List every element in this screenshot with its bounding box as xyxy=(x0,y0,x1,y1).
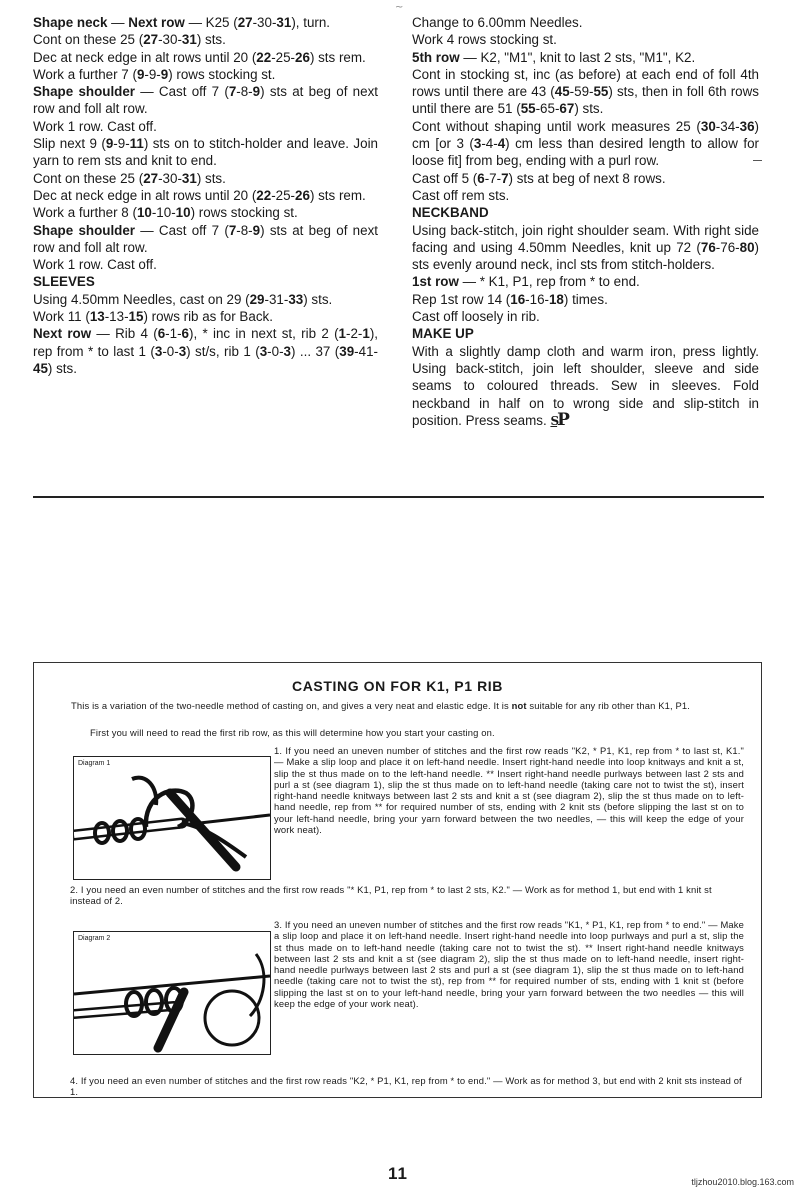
left-column-paragraph xyxy=(33,83,378,118)
text-run: ) rows stocking st. xyxy=(168,66,276,82)
pattern-column-left xyxy=(33,14,378,377)
emphasis-run: 6 xyxy=(181,326,189,342)
text-run: — Cast off 7 ( xyxy=(135,222,229,238)
emphasis-run: 22 xyxy=(256,49,272,65)
text-run: -34- xyxy=(715,118,740,134)
text-run: -8- xyxy=(236,84,253,100)
emphasis-run: 80 xyxy=(739,239,755,255)
emphasis-run: 7 xyxy=(228,84,237,100)
text-run: Work 1 row. Cast off. xyxy=(33,257,157,273)
text-run: ) st/s, rib 1 ( xyxy=(186,343,260,359)
method-3-text: 3. If you need an uneven number of stitches and the first row reads "K1, * P1, K1, rep from * to end." — Make a slip loop and place it on left-hand needle. Insert right-hand needle into loop purlways and purl a st, slip the st thus made on to left-hand needle (taking care not to twist the st). ** Insert right-hand needle knitways between last 2 sts and knit a st (see diagram 2), slip the st thus made on to left-hand needle, insert right-hand needle purlways between last 2 sts and purl a st (see diagram 1), slip the st thus made on to left-hand needle (taking care not to twist the st), rep from ** for required number of sts, ending with 1 knit st (before slipping the last st on to your left-hand needle, bring your yarn forward between the two needles — this will keep the edge of your work neat). xyxy=(274,919,744,1010)
text-run: ) sts rem. xyxy=(309,49,366,65)
text-run: Work a further 7 ( xyxy=(33,66,137,82)
emphasis-run: 6 xyxy=(477,170,485,186)
emphasis-run: 1 xyxy=(362,326,370,342)
emphasis-run: 1st row xyxy=(412,274,459,290)
text-run: Change to 6.00mm Needles. xyxy=(412,15,583,30)
emphasis-run: 3 xyxy=(259,343,268,359)
text-run: — K25 ( xyxy=(184,15,238,30)
emphasis-run: 11 xyxy=(129,136,144,152)
text-run: Dec at neck edge in alt rows until 20 ( xyxy=(33,187,257,203)
emphasis-run: 1 xyxy=(338,326,346,342)
text-run: Work 1 row. Cast off. xyxy=(33,118,157,134)
text-run: -0- xyxy=(267,343,284,359)
text-run: MAKE UP xyxy=(412,326,474,342)
emphasis-run: Shape shoulder xyxy=(33,222,135,238)
emphasis-run: 16 xyxy=(510,291,526,307)
text-run: Using back-stitch, join right shoulder seam. With right side facing and using 4.50mm Needles, knit up 72 ( xyxy=(412,222,759,255)
emphasis-run: Shape shoulder xyxy=(33,84,135,100)
text-run: ) cm less than desired length to allow for loose fit] from beg, ending with a purl row. xyxy=(412,136,759,169)
emphasis-run: 3 xyxy=(178,343,187,359)
text-run: -65- xyxy=(535,101,560,117)
emphasis-run: 9 xyxy=(252,222,261,238)
text-run: ) sts evenly around neck, incl sts from stitch-holders. xyxy=(412,239,759,273)
section-divider xyxy=(33,496,764,498)
text-run: Cont on these 25 ( xyxy=(33,32,144,48)
text-run: -16- xyxy=(525,291,549,307)
text-run: -1- xyxy=(165,326,182,342)
emphasis-run: 39 xyxy=(339,343,355,359)
publisher-logo xyxy=(550,409,568,430)
text-run: Using 4.50mm Needles, cast on 29 ( xyxy=(33,291,250,307)
text-run: ) cm [or 3 ( xyxy=(412,118,759,152)
text-run: -8- xyxy=(236,222,253,238)
text-run: Slip next 9 ( xyxy=(33,136,106,152)
left-column-paragraph xyxy=(33,204,378,221)
emphasis-run: 45 xyxy=(554,84,570,100)
left-column-paragraph xyxy=(33,14,378,31)
text-run: ) ... 37 ( xyxy=(290,343,340,359)
left-column-paragraph xyxy=(33,31,378,48)
text-run: Cont on these 25 ( xyxy=(33,170,144,186)
right-column-paragraph xyxy=(412,66,759,118)
text-run: With a slightly damp cloth and warm iron, press lightly. Using back-stitch, join left shoulder, sleeve and side seams to coloured threads. Sew in sleeves. Fold neckband in half on to wrong side and slip-stitch in position. Press seams. xyxy=(412,343,759,428)
text-run: ), rep from * to last 1 ( xyxy=(33,326,378,359)
emphasis-run: 9 xyxy=(252,84,261,100)
left-column-paragraph xyxy=(33,49,378,66)
text-run: -41- xyxy=(354,343,378,359)
emphasis-run: 36 xyxy=(739,118,755,134)
emphasis-run: 55 xyxy=(593,84,609,100)
left-column-paragraph xyxy=(33,291,378,308)
text-run: Work 11 ( xyxy=(33,309,90,325)
text-run: -7- xyxy=(484,170,502,186)
emphasis-run: 27 xyxy=(143,170,159,186)
text-run: ) sts. xyxy=(196,170,226,186)
text-run: ) sts rem. xyxy=(309,187,366,203)
knitwise-stitch-illustration xyxy=(74,932,270,1054)
text-run: ) sts on to stitch-holder and leave. Join yarn to rem sts and knit to end. xyxy=(33,136,378,169)
right-column-paragraph xyxy=(412,14,759,31)
method-1-text: 1. If you need an uneven number of stitches and the first row reads "K2, * P1, K1, rep from * to last st, K1." — Make a slip loop and place it on left-hand needle. Insert right-hand needle into loop knitways and knit a st, slip the st thus made on to the left-hand needle. ** Insert right-hand needle purlways between last 2 sts and purl a st (see diagram 1), slip the st thus made on to left-hand needle (taking care not to twist the st), insert right-hand needle knitways between last 2 sts and knit a st (see diagram 2), slip the st thus made on to left-hand needle, rep from ** for required number of sts, ending with 2 knit sts (before slipping the last st on to your left-hand needle, bring your yarn forward between the two needles, — this will keep the edge of your work neat). xyxy=(274,745,744,836)
right-column-paragraph xyxy=(412,222,759,274)
diagram-2-label: Diagram 2 xyxy=(78,935,111,942)
text-run: Cont in stocking st, inc (as before) at each end of foll 4th rows until there are 43 ( xyxy=(412,66,759,100)
left-column-paragraph xyxy=(33,187,378,204)
emphasis-run: 22 xyxy=(256,187,272,203)
text-run: -2- xyxy=(345,326,363,342)
diagram-1-figure xyxy=(73,756,271,880)
text-run: ) sts. xyxy=(196,32,226,48)
right-column-heading xyxy=(412,325,759,342)
left-column-paragraph xyxy=(33,222,378,257)
right-column-paragraph xyxy=(412,273,759,290)
text-run: Cont without shaping until work measures 25 ( xyxy=(412,118,701,134)
left-column-paragraph xyxy=(33,256,378,273)
right-column-paragraph xyxy=(412,31,759,48)
text-run: -13- xyxy=(104,309,129,325)
emphasis-run: 29 xyxy=(249,291,265,307)
text-run: Cast off 5 ( xyxy=(412,170,478,186)
text-run: Work a further 8 ( xyxy=(33,205,137,221)
emphasis-run: 9 xyxy=(105,136,114,152)
intro-paragraph-1: This is a variation of the two-needle method of casting on, and gives a very neat and elastic edge. It is not suitable for any rib other than K1, P1. xyxy=(71,700,691,711)
casting-on-info-box xyxy=(33,662,762,1098)
logo-letter-p: P xyxy=(557,409,568,430)
emphasis-run: 67 xyxy=(559,101,575,117)
fold-mark: ~ xyxy=(395,2,404,13)
text-run: ) times. xyxy=(563,291,608,307)
emphasis-run: 31 xyxy=(276,15,292,30)
right-column-paragraph xyxy=(412,170,759,187)
right-column-paragraph xyxy=(412,187,759,204)
text-run: — Cast off 7 ( xyxy=(135,84,229,100)
left-column-paragraph xyxy=(33,66,378,83)
text-run: SLEEVES xyxy=(33,274,95,290)
text-run: -76- xyxy=(715,239,740,255)
right-column-paragraph xyxy=(412,343,759,429)
text-run: Dec at neck edge in alt rows until 20 ( xyxy=(33,49,257,65)
emphasis-run: 31 xyxy=(181,170,197,186)
left-column-paragraph xyxy=(33,118,378,135)
text-run: — K2, "M1", knit to last 2 sts, "M1", K2. xyxy=(459,49,696,65)
text-run: -25- xyxy=(271,187,296,203)
text-run: — xyxy=(107,15,129,30)
emphasis-run: 3 xyxy=(473,136,482,152)
text-run: -30- xyxy=(158,170,182,186)
text-run: -9- xyxy=(113,136,130,152)
text-run: — * K1, P1, rep from * to end. xyxy=(458,274,640,290)
method-4-text: 4. If you need an even number of stitches and the first row reads "K2, * P1, K1, rep from * to end." — Work as for method 3, but end with 2 knit sts instead of 1. xyxy=(70,1075,742,1098)
left-column-heading xyxy=(33,273,378,290)
emphasis-run: 45 xyxy=(33,360,48,376)
emphasis-run: 10 xyxy=(136,205,152,221)
text-run: -9- xyxy=(144,66,161,82)
emphasis-run: Next row xyxy=(33,326,92,342)
text-run: ) sts. xyxy=(47,360,77,376)
margin-tick xyxy=(753,160,762,161)
emphasis-run: 3 xyxy=(154,343,163,359)
emphasis-run: 9 xyxy=(136,66,145,82)
text-run: -30- xyxy=(158,32,182,48)
text-run: -30- xyxy=(252,15,277,30)
emphasis-run: 27 xyxy=(237,15,253,30)
emphasis-run: 13 xyxy=(89,309,105,325)
emphasis-run: 33 xyxy=(288,291,304,307)
pattern-column-right xyxy=(412,14,759,429)
left-column-paragraph xyxy=(33,308,378,325)
intro-paragraph-2: First you will need to read the first rib row, as this will determine how you start your casting on. xyxy=(90,727,495,738)
text-run: Work 4 rows stocking st. xyxy=(412,32,557,48)
diagram-2-figure xyxy=(73,931,271,1055)
text-run: Rep 1st row 14 ( xyxy=(412,291,511,307)
emphasis-run: Next row xyxy=(128,15,185,30)
text-run: -0- xyxy=(162,343,179,359)
emphasis-run: 27 xyxy=(143,32,159,48)
emphasis-run: 7 xyxy=(501,170,509,186)
left-column-paragraph xyxy=(33,325,378,377)
right-column-paragraph xyxy=(412,49,759,66)
emphasis-run: 55 xyxy=(520,101,536,117)
text-run: ), * inc in next st, rib 2 ( xyxy=(189,326,339,342)
text-run: -4- xyxy=(481,136,498,152)
box-title: CASTING ON FOR K1, P1 RIB xyxy=(291,678,504,694)
emphasis-run: 6 xyxy=(157,326,166,342)
emphasis-run: Shape neck xyxy=(33,15,108,30)
text-run: — Rib 4 ( xyxy=(91,326,158,342)
logo-letter-s: S xyxy=(550,413,558,428)
emphasis-run: 76 xyxy=(700,239,716,255)
right-column-paragraph xyxy=(412,308,759,325)
emphasis-run: 10 xyxy=(175,205,191,221)
text-run: -25- xyxy=(271,49,296,65)
emphasis-run: 3 xyxy=(283,343,291,359)
emphasis-run: 31 xyxy=(181,32,197,48)
emphasis-run: 26 xyxy=(295,49,310,65)
emphasis-run: 15 xyxy=(128,309,144,325)
emphasis-run: 9 xyxy=(160,66,169,82)
text-run: ) sts. xyxy=(574,101,604,117)
text-run: Cast off loosely in rib. xyxy=(412,309,540,325)
emphasis-run: 5th row xyxy=(412,49,460,65)
text-run: ) rows rib as for Back. xyxy=(143,309,273,325)
diagram-1-label: Diagram 1 xyxy=(78,760,111,767)
text-run: NECKBAND xyxy=(412,205,489,221)
text-run: -59- xyxy=(569,84,594,100)
emphasis-run: 18 xyxy=(548,291,564,307)
right-column-paragraph xyxy=(412,118,759,170)
text-run: ) sts at beg of next row and foll alt row. xyxy=(33,84,378,117)
watermark-text: tljzhou2010.blog.163.com xyxy=(691,1177,794,1187)
text-run: ) sts. xyxy=(303,291,333,307)
text-run: ) sts at beg of next 8 rows. xyxy=(508,170,666,186)
purlwise-stitch-illustration xyxy=(74,757,270,879)
page-number: 11 xyxy=(388,1164,408,1183)
text-run: ) sts at beg of next row and foll alt row. xyxy=(33,222,378,255)
text-run: Cast off rem sts. xyxy=(412,187,510,203)
text-run: ), turn. xyxy=(291,15,331,30)
emphasis-run: 4 xyxy=(497,136,506,152)
left-column-paragraph xyxy=(33,170,378,187)
emphasis-run: 26 xyxy=(295,187,310,203)
text-run: -31- xyxy=(264,291,289,307)
emphasis-run: 30 xyxy=(700,118,716,134)
right-column-paragraph xyxy=(412,291,759,308)
left-column-paragraph xyxy=(33,135,378,170)
text-run: ) rows stocking st. xyxy=(190,205,298,221)
emphasis-run: 7 xyxy=(228,222,237,238)
right-column-heading xyxy=(412,204,759,221)
method-2-text: 2. I you need an even number of stitches and the first row reads "* K1, P1, rep from * to last 2 sts, K2." — Work as for method 1, but end with 1 knit st instead of 2. xyxy=(70,884,712,907)
text-run: ) sts, then in foll 6th rows until there are 51 ( xyxy=(412,84,759,117)
text-run: -10- xyxy=(151,205,176,221)
